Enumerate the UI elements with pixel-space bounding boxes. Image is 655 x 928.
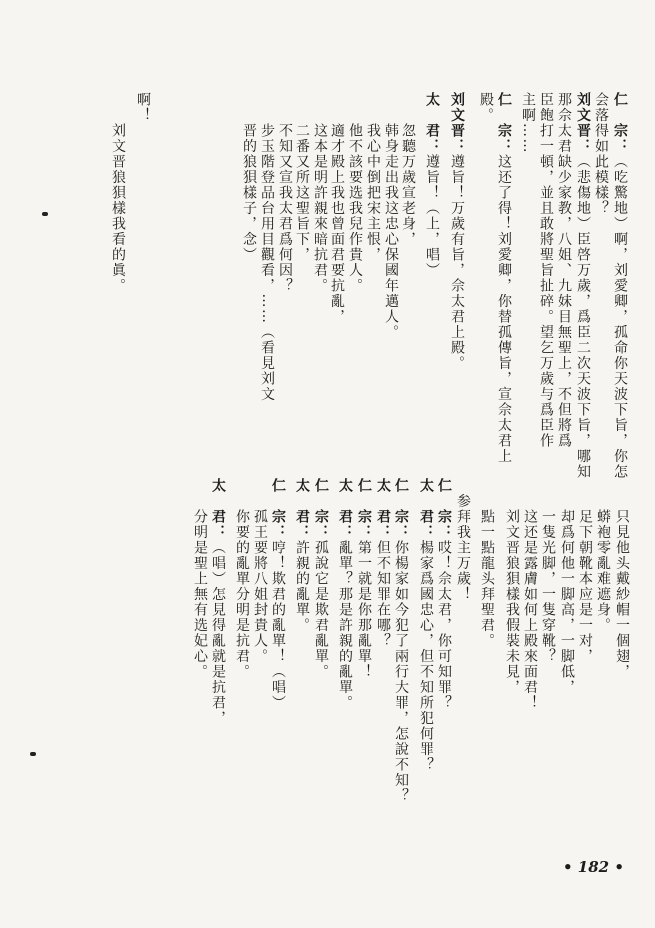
text-column bbox=[479, 478, 494, 649]
text-column bbox=[449, 92, 464, 371]
speaker-label: 仁 宗： bbox=[356, 478, 372, 540]
text-column bbox=[614, 478, 629, 680]
text-column bbox=[259, 92, 274, 402]
line-text: 點一點龍头拜聖君。 bbox=[479, 478, 495, 649]
line-text: 刘文晋狼狽樣我看的眞。 bbox=[110, 92, 126, 294]
text-column bbox=[393, 478, 408, 804]
text-column bbox=[418, 478, 433, 773]
text-column bbox=[577, 478, 592, 664]
text-column bbox=[559, 478, 574, 695]
line-text: （唱）怎見得亂就是抗君， bbox=[210, 540, 226, 726]
line-text: 臣飽打一頓，並且敢將聖旨扯碎。望乞万歲与爲臣作 bbox=[538, 92, 554, 449]
line-text: 这还了得！刘愛卿，你替孤傳旨，宣佘太君上 bbox=[496, 154, 512, 464]
line-text: 遵旨！（上，唱） bbox=[424, 154, 440, 278]
speaker-label: 仁 宗： bbox=[496, 92, 512, 154]
line-text: 孤王要將八姐封貴人。 bbox=[252, 478, 268, 664]
speaker-label: 太 君： bbox=[210, 478, 226, 540]
text-column bbox=[478, 92, 493, 123]
line-text: 但不知罪在哪？ bbox=[375, 540, 391, 649]
line-text: 忽聽万歲宣老身， bbox=[400, 92, 416, 247]
text-column bbox=[400, 92, 415, 247]
line-text: 殿。 bbox=[478, 92, 494, 123]
text-column bbox=[270, 478, 285, 711]
line-text: 孤說它是欺君亂單。 bbox=[313, 540, 329, 680]
speaker-label: 仁 宗： bbox=[313, 478, 329, 540]
speaker-label: 太 君： bbox=[375, 478, 391, 540]
page-number: • 182 • bbox=[563, 858, 624, 876]
text-column bbox=[110, 92, 125, 294]
text-column bbox=[210, 478, 225, 726]
text-column bbox=[347, 92, 362, 294]
text-column bbox=[424, 92, 439, 278]
line-text: （悲傷地）臣啓万歲，爲臣二次天波下旨，哪知 bbox=[575, 154, 591, 480]
speaker-label: 太 君： bbox=[424, 92, 440, 154]
text-column bbox=[234, 478, 249, 680]
scan-mark bbox=[42, 212, 48, 216]
line-text: 適才殿上我也曾面君要抗亂， bbox=[329, 92, 345, 325]
text-column bbox=[252, 478, 267, 664]
line-text: 許親的亂單。 bbox=[294, 540, 310, 633]
line-text: 晋的狼狽樣子，念） bbox=[241, 92, 257, 263]
line-text: 楊家爲國忠心，但不知所犯何罪？ bbox=[418, 540, 434, 773]
line-text: 你要的亂單分明是抗君。 bbox=[234, 478, 250, 680]
line-text: 刘文晋狼狽樣我假裝未見， bbox=[504, 478, 520, 695]
text-column bbox=[329, 92, 344, 325]
line-text: （吃驚地）啊，刘愛卿，孤命你天波下旨，你怎 bbox=[612, 154, 628, 480]
text-column bbox=[241, 92, 256, 263]
line-text: 他不該要选我兒作貴人。 bbox=[347, 92, 363, 294]
line-text: 二番又所这聖旨下， bbox=[294, 92, 310, 263]
line-text: 我心中倒把宋主恨， bbox=[365, 92, 381, 263]
line-text: 蟒袍零亂难遮身。 bbox=[595, 478, 611, 633]
line-text: 一隻光脚，一隻穿靴？ bbox=[540, 478, 556, 664]
line-text: 遵旨！万歲有旨，佘太君上殿。 bbox=[449, 154, 465, 371]
text-column bbox=[356, 478, 371, 680]
text-column bbox=[383, 92, 398, 340]
line-text: 步玉階登品台用目觀看，……（看見刘文 bbox=[259, 92, 275, 402]
speaker-label: 太 君： bbox=[337, 478, 353, 540]
text-column bbox=[294, 92, 309, 263]
line-text: 这本是明許親來暗抗君。 bbox=[312, 92, 328, 294]
text-column bbox=[520, 92, 535, 154]
line-text: 主啊…… bbox=[520, 92, 536, 154]
line-text: 那佘太君缺少家教，八姐、九妹目無聖上，不但將爲 bbox=[556, 92, 572, 449]
scan-mark bbox=[30, 752, 36, 756]
text-column bbox=[504, 478, 519, 695]
speaker-label: 刘文晋： bbox=[449, 92, 465, 154]
text-column bbox=[540, 478, 555, 664]
text-column bbox=[538, 92, 553, 449]
line-text: 参拜我主万歲！ bbox=[455, 478, 471, 602]
line-text: 足下朝靴本应是一对， bbox=[577, 478, 593, 664]
speaker-label: 刘文晋： bbox=[575, 92, 591, 154]
text-column bbox=[192, 478, 207, 680]
line-text: 哼！欺君的亂單！（唱） bbox=[270, 540, 286, 711]
text-column bbox=[593, 92, 608, 216]
line-text: 不知又宣我太君爲何因？ bbox=[277, 92, 293, 294]
text-column bbox=[313, 478, 328, 680]
speaker-label: 仁 宗： bbox=[436, 478, 452, 540]
text-column bbox=[575, 92, 590, 480]
text-column bbox=[436, 478, 451, 711]
text-column bbox=[337, 478, 352, 711]
text-column bbox=[375, 478, 390, 649]
line-text: 这还是露膚如何上殿來面君！ bbox=[522, 478, 538, 711]
text-column bbox=[294, 478, 309, 633]
line-text: 啊！ bbox=[135, 92, 151, 123]
line-text: 只見他头戴紗帽一個翅， bbox=[614, 478, 630, 680]
text-column bbox=[556, 92, 571, 449]
text-column bbox=[277, 92, 292, 294]
line-text: 亂單？那是許親的亂單。 bbox=[337, 540, 353, 711]
line-text: 哎！佘太君，你可知罪？ bbox=[436, 540, 452, 711]
line-text: 却爲何他一脚高，一脚低， bbox=[559, 478, 575, 695]
text-column bbox=[522, 478, 537, 711]
line-text: 分明是聖上無有选妃心。 bbox=[192, 478, 208, 680]
speaker-label: 太 君： bbox=[294, 478, 310, 540]
line-text: 第一就是你那亂單！ bbox=[356, 540, 372, 680]
speaker-label: 太 君： bbox=[418, 478, 434, 540]
line-text: 你楊家如今犯了兩行大罪，怎說不知？ bbox=[393, 540, 409, 804]
text-column bbox=[455, 478, 470, 602]
text-column bbox=[496, 92, 511, 464]
text-column bbox=[612, 92, 627, 480]
speaker-label: 仁 宗： bbox=[393, 478, 409, 540]
line-text: 会落得如此模樣？ bbox=[593, 92, 609, 216]
text-column bbox=[312, 92, 327, 294]
speaker-label: 仁 宗： bbox=[270, 478, 286, 540]
line-text: 韩身走出我这忠心保國年邁人。 bbox=[383, 92, 399, 340]
speaker-label: 仁 宗： bbox=[612, 92, 628, 154]
text-column bbox=[595, 478, 610, 633]
text-column bbox=[135, 92, 150, 123]
text-column bbox=[365, 92, 380, 263]
